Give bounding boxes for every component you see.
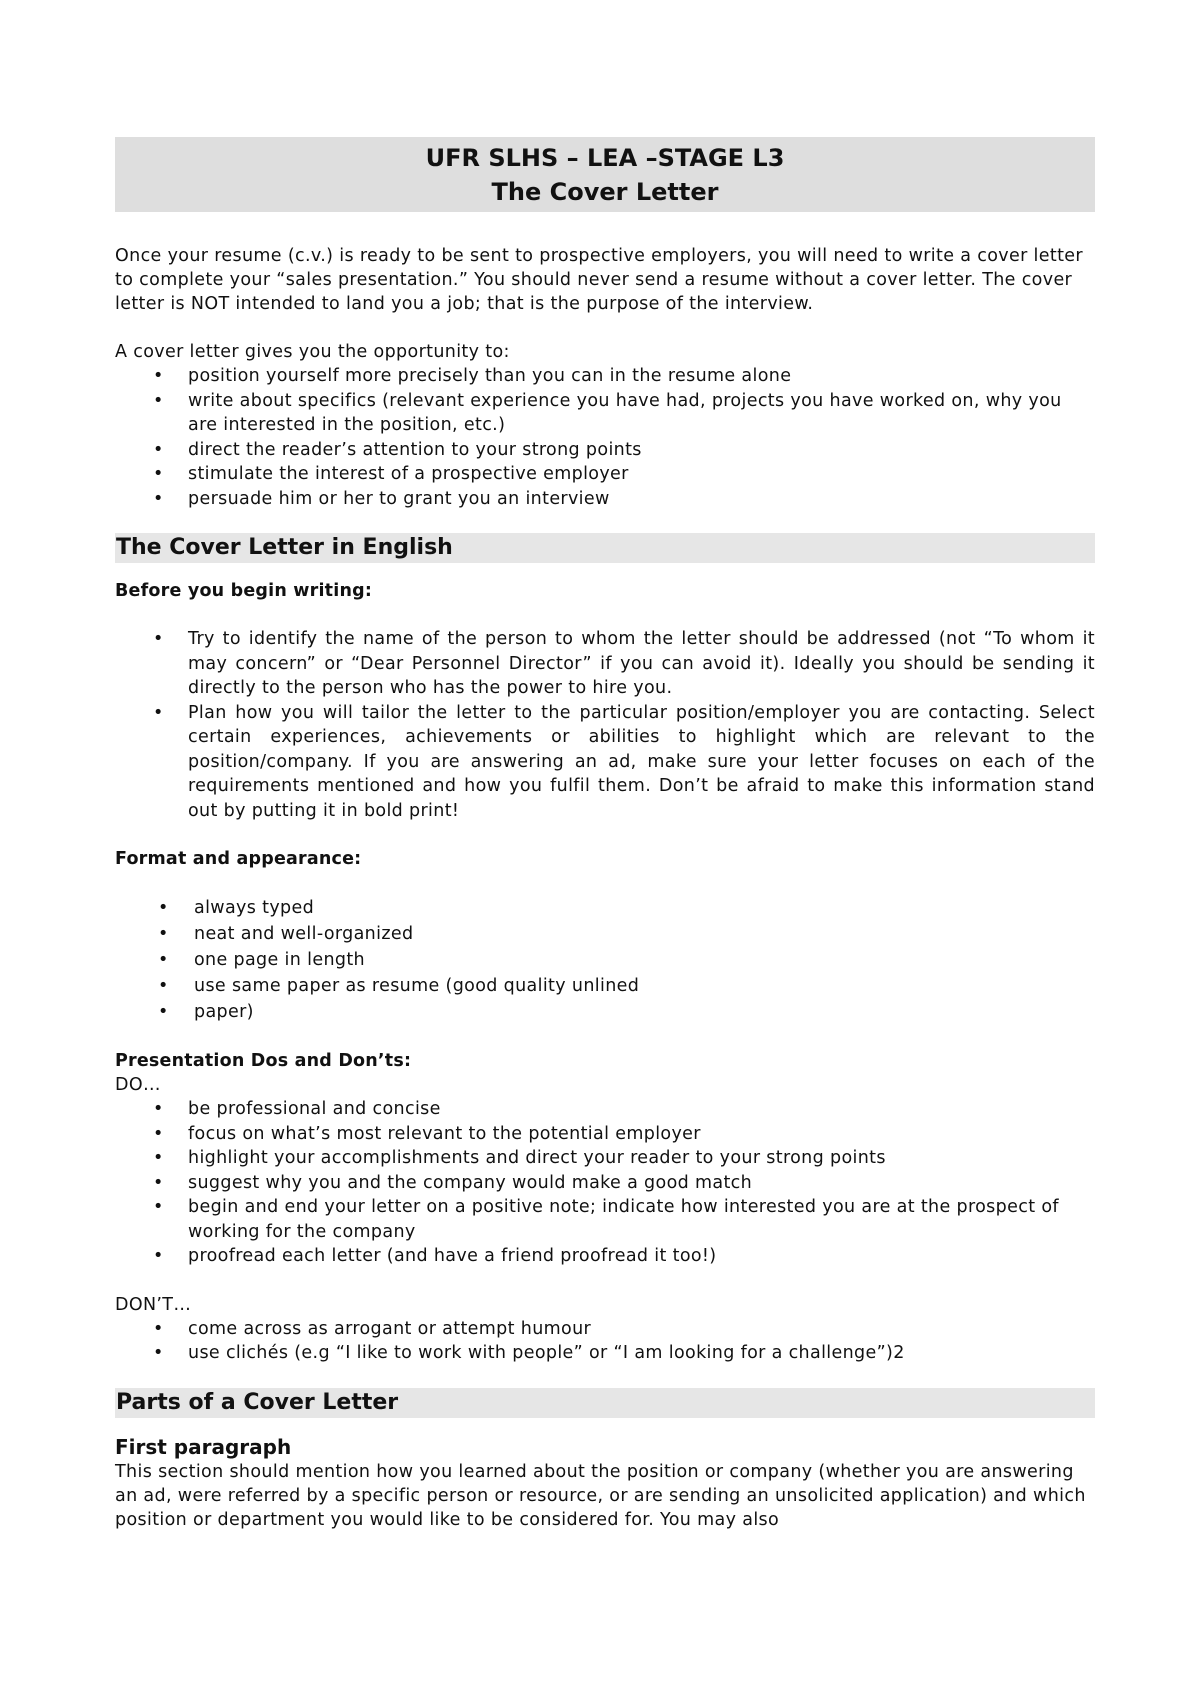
bullet-icon: • bbox=[153, 439, 164, 460]
bullet-icon: • bbox=[158, 950, 169, 970]
intro-lead: A cover letter gives you the opportunity to: bbox=[115, 342, 510, 362]
list-item: • use same paper as resume (good quality unlined bbox=[115, 973, 1095, 999]
do-label: DO… bbox=[115, 1075, 161, 1095]
title-banner bbox=[115, 137, 1095, 212]
bullet-icon: • bbox=[158, 1002, 169, 1022]
bullet-icon: • bbox=[153, 629, 164, 649]
document-title: UFR SLHS – LEA –STAGE L3 bbox=[425, 144, 785, 172]
list-item: • focus on what’s most relevant to the potential employer bbox=[115, 1122, 1095, 1147]
bullet-icon: • bbox=[158, 898, 169, 918]
list-item: • paper) bbox=[115, 999, 1095, 1025]
bullet-icon: • bbox=[153, 1148, 164, 1168]
presentation-heading: Presentation Dos and Don’ts: bbox=[115, 1051, 412, 1071]
do-list bbox=[115, 1097, 1095, 1269]
before-writing-heading: Before you begin writing: bbox=[115, 581, 373, 601]
list-item: • one page in length bbox=[115, 947, 1095, 973]
bullet-icon: • bbox=[153, 1172, 164, 1193]
list-item: • highlight your accomplishments and direct your reader to your strong points bbox=[115, 1146, 1095, 1171]
bullet-icon: • bbox=[153, 1318, 164, 1339]
list-item: • Plan how you will tailor the letter to the particular position/employer you are contacting. Select certain experiences, achievements or abilities to highlight which are relevant to the position/company. If you are answering an ad, make sure your letter focuses on each of the requirements mentioned and how you fulfil them. Don’t be afraid to make this information stand out by putting it in bold print! bbox=[153, 702, 1095, 821]
bullet-icon: • bbox=[153, 488, 164, 509]
list-item: • position yourself more precisely than you can in the resume alone bbox=[115, 364, 1095, 389]
document-page bbox=[115, 137, 1095, 1532]
section-heading-parts: Parts of a Cover Letter bbox=[115, 1388, 1095, 1418]
bullet-icon: • bbox=[153, 464, 164, 484]
bullet-icon: • bbox=[153, 1246, 164, 1266]
document-subtitle: The Cover Letter bbox=[491, 178, 719, 206]
bullet-icon: • bbox=[153, 1123, 164, 1144]
first-paragraph-heading: First paragraph bbox=[115, 1434, 292, 1459]
list-item: • come across as arrogant or attempt humour bbox=[115, 1317, 1095, 1342]
list-item: • use clichés (e.g “I like to work with people” or “I am looking for a challenge”)2 bbox=[115, 1341, 1095, 1366]
list-item: • persuade him or her to grant you an interview bbox=[115, 487, 1095, 512]
intro-paragraph: Once your resume (c.v.) is ready to be sent to prospective employers, you will need to write a cover letter to complete your “sales presentation.” You should never send a resume without a cover letter. The cover letter is NOT intended to land you a job; that is the purpose of the interview. bbox=[115, 246, 1083, 314]
list-item: • Try to identify the name of the person to whom the letter should be addressed (not “To whom it may concern” or “Dear Personnel Director” if you can avoid it). Ideally you should be sending it directly to the person who has the power to hire you. bbox=[153, 629, 1095, 698]
intro-list bbox=[115, 364, 1095, 511]
list-item: • stimulate the interest of a prospective employer bbox=[115, 462, 1095, 487]
bullet-icon: • bbox=[158, 976, 169, 996]
dont-list bbox=[115, 1317, 1095, 1366]
bullet-icon: • bbox=[158, 924, 169, 944]
bullet-icon: • bbox=[153, 1099, 164, 1119]
bullet-icon: • bbox=[153, 1197, 164, 1217]
list-item: • be professional and concise bbox=[115, 1097, 1095, 1122]
dont-label: DON’T… bbox=[115, 1294, 192, 1315]
format-list bbox=[115, 895, 1095, 1025]
bullet-icon: • bbox=[153, 366, 164, 386]
bullet-icon: • bbox=[153, 702, 164, 723]
list-item: • always typed bbox=[115, 895, 1095, 921]
first-paragraph-text: This section should mention how you learned about the position or company (whether you are answering an ad, were referred by a specific person or resource, or are sending an unsolicited application) and which position or department you would like to be considered for. You may also bbox=[115, 1461, 1086, 1530]
list-item: • suggest why you and the company would make a good match bbox=[115, 1171, 1095, 1196]
before-writing-list bbox=[115, 627, 1095, 823]
format-heading: Format and appearance: bbox=[115, 849, 362, 869]
list-item: • write about specifics (relevant experience you have had, projects you have worked on, why you are interested in the position, etc.) bbox=[153, 390, 1062, 435]
section-heading-english: The Cover Letter in English bbox=[115, 533, 1095, 563]
bullet-icon: • bbox=[153, 390, 164, 411]
list-item: • begin and end your letter on a positive note; indicate how interested you are at the prospect of working for the company bbox=[153, 1197, 1059, 1242]
list-item: • proofread each letter (and have a friend proofread it too!) bbox=[115, 1244, 1095, 1269]
bullet-icon: • bbox=[153, 1343, 164, 1363]
list-item: • neat and well-organized bbox=[115, 921, 1095, 947]
list-item: • direct the reader’s attention to your strong points bbox=[115, 438, 1095, 463]
